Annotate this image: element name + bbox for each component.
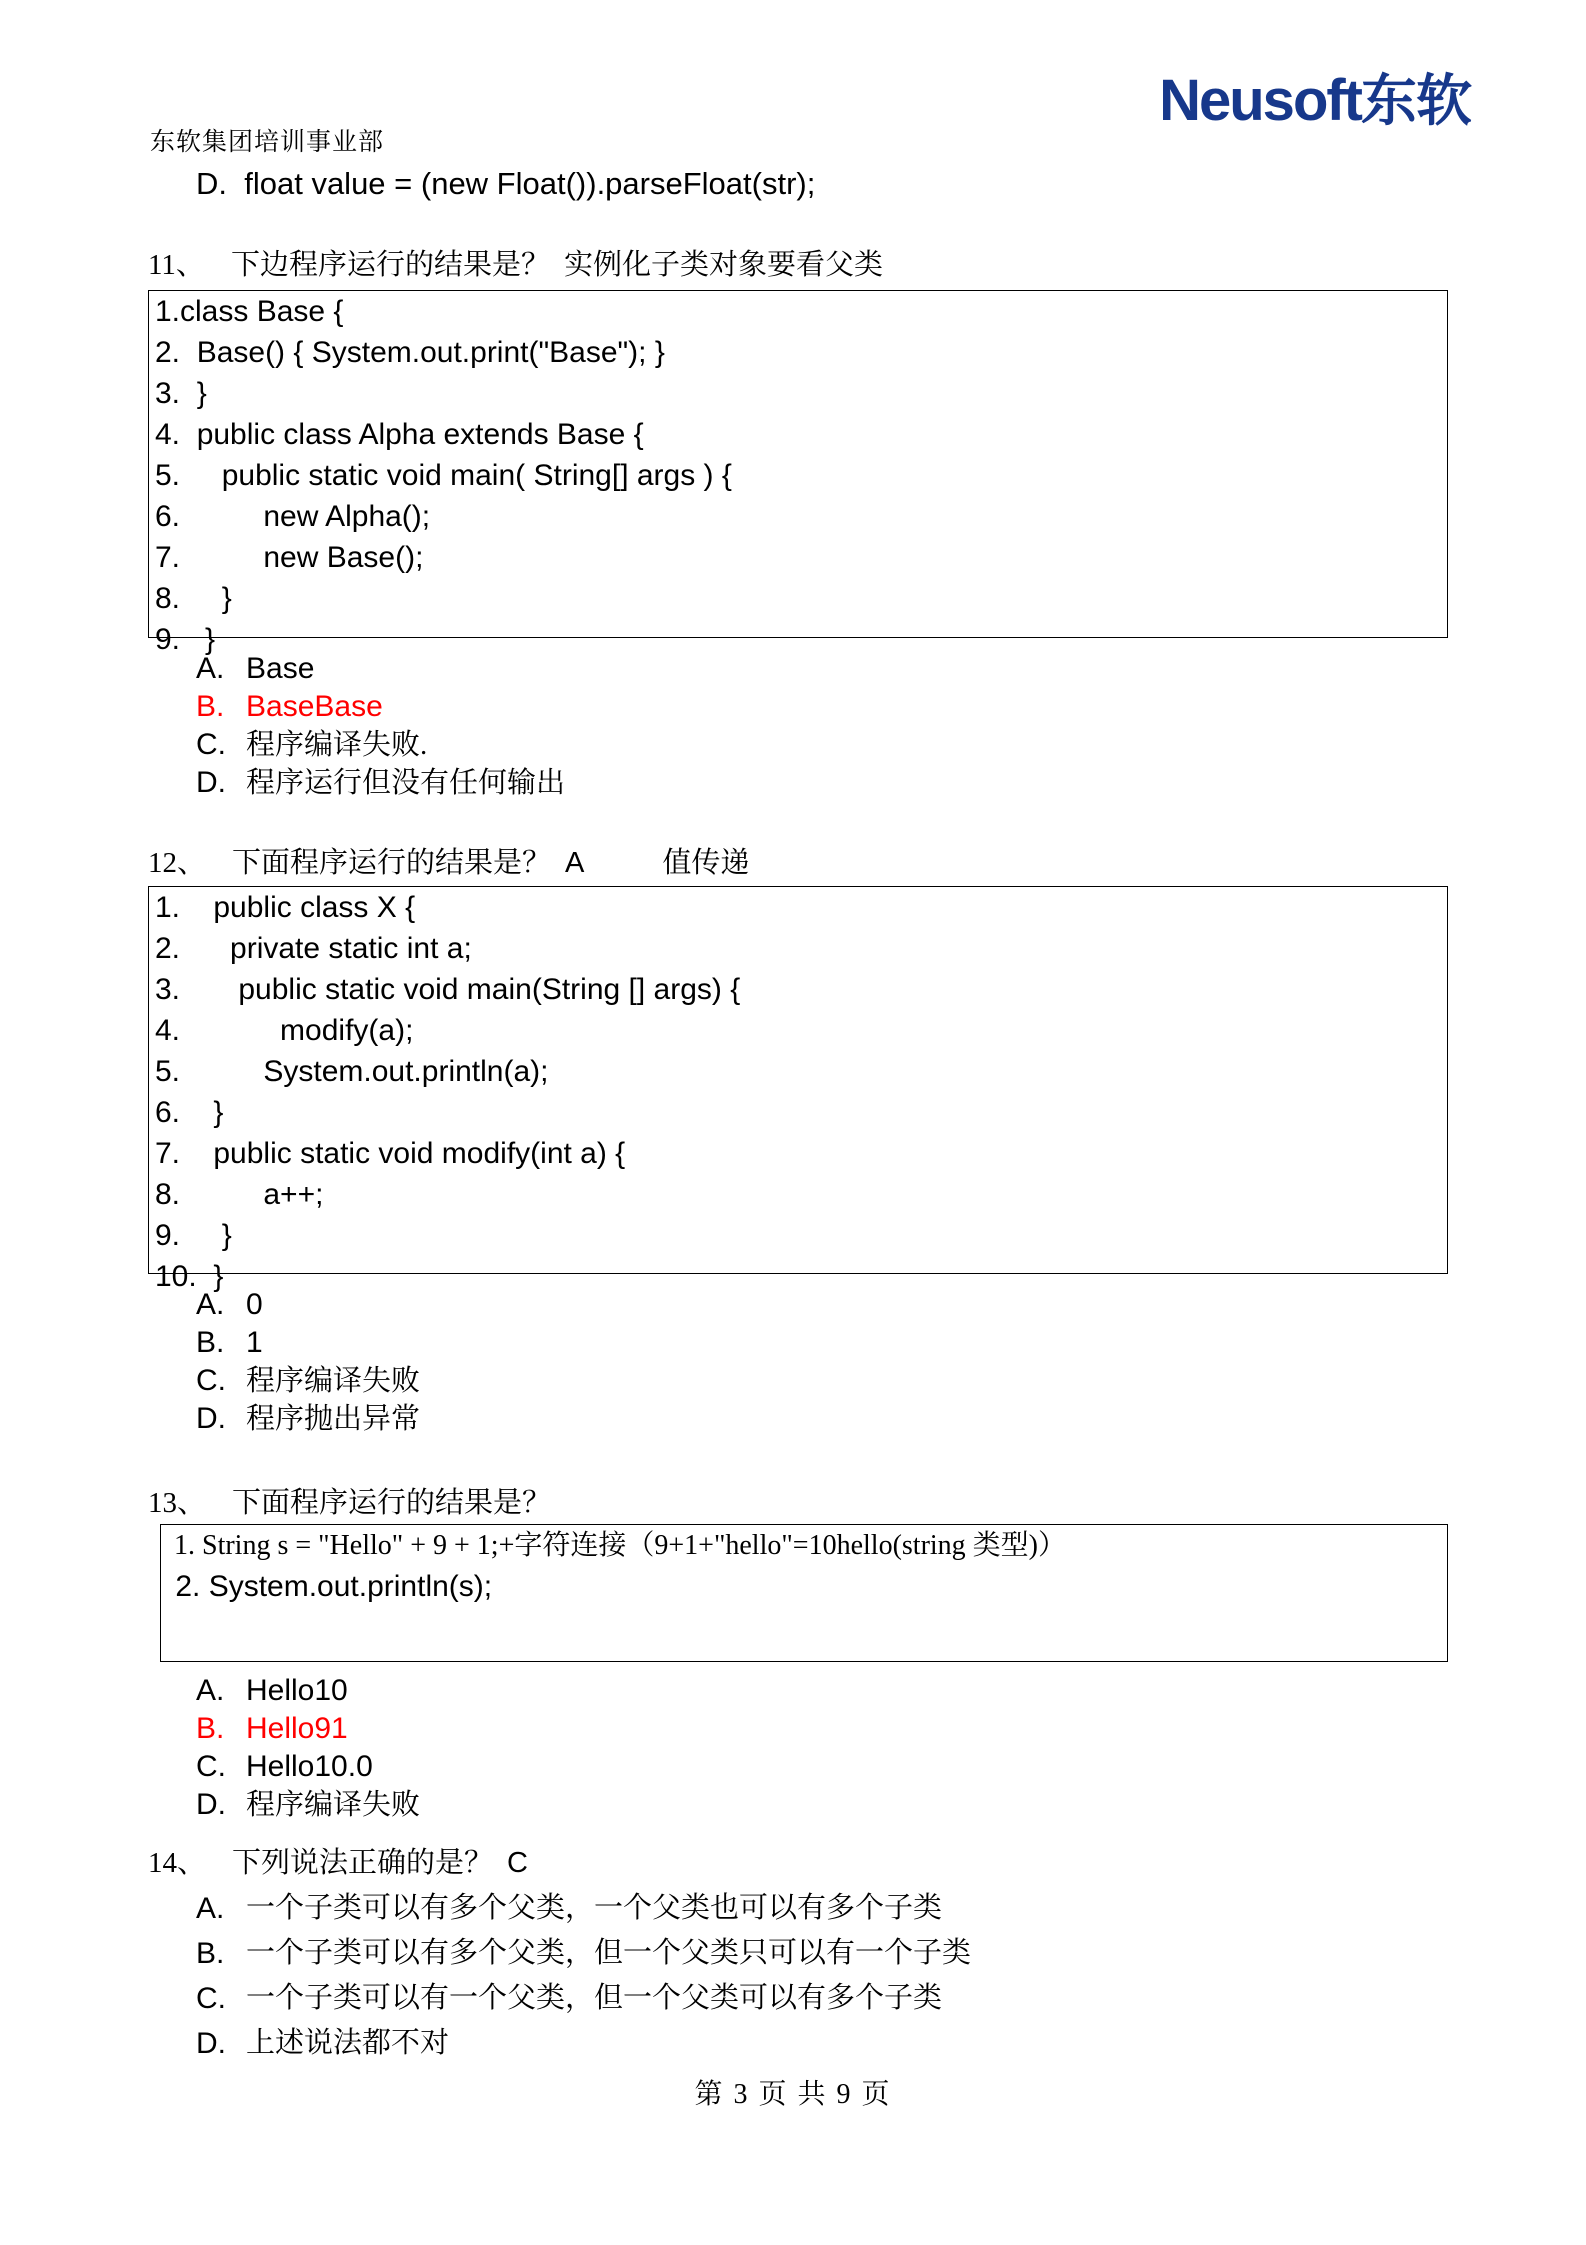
option-item	[196, 650, 565, 688]
question-11-options	[196, 650, 565, 802]
option-letter: C.	[196, 1982, 226, 2015]
option-item	[196, 1886, 971, 1931]
option-item	[196, 1976, 971, 2021]
option-letter: D.	[196, 766, 226, 799]
question-14-text: 下列说法正确的是？	[232, 1847, 494, 1879]
option-letter: B.	[196, 690, 225, 723]
page-number-text: 第 3 页 共 9 页	[694, 2079, 892, 2110]
option-text: 程序运行但没有任何输出	[246, 767, 566, 799]
option-text: 程序编译失败	[246, 1365, 421, 1397]
question-14-heading	[148, 1840, 528, 1881]
question-12-note: 值传递	[662, 847, 750, 879]
option-letter: C.	[196, 1364, 226, 1397]
question-12-heading	[148, 840, 749, 881]
code-line: 7. public static void modify(int a) {	[155, 1137, 626, 1170]
option-letter: D.	[196, 2027, 226, 2060]
option-letter: A.	[196, 652, 225, 685]
logo-chinese-text: 东软	[1361, 69, 1471, 132]
option-text: 程序编译失败	[246, 1789, 421, 1821]
question-14-number: 14、	[148, 1847, 207, 1879]
option-item	[196, 1362, 420, 1400]
code-line: 8. a++;	[155, 1178, 324, 1211]
option-item	[196, 1710, 420, 1748]
code-line: 1.class Base {	[155, 295, 344, 328]
code-line: 3. }	[155, 377, 207, 410]
option-item	[196, 764, 565, 802]
carryover-option-text: float value = (new Float()).parseFloat(str);	[244, 166, 816, 201]
option-item	[196, 1400, 420, 1438]
code-line: 6. }	[155, 1096, 224, 1129]
question-11-note: 实例化子类对象要看父类	[563, 249, 883, 281]
option-item	[196, 1286, 420, 1324]
option-letter: B.	[196, 1937, 225, 1970]
carryover-option-letter: D.	[196, 166, 227, 201]
option-letter: A.	[196, 1674, 225, 1707]
page-footer	[0, 2072, 1586, 2112]
option-letter: B.	[196, 1326, 225, 1359]
option-text: 一个子类可以有多个父类，但一个父类只可以有一个子类	[246, 1937, 972, 1969]
option-text: 程序抛出异常	[246, 1403, 421, 1435]
code-line: 10. }	[155, 1260, 224, 1293]
code-line: 2. Base() { System.out.print("Base"); }	[155, 336, 665, 369]
option-text: 程序编译失败.	[246, 729, 428, 761]
question-14-answer: C	[507, 1847, 528, 1879]
code-line: 4. modify(a);	[155, 1014, 414, 1047]
code-line: 1. String s = "Hello" + 9 + 1;+字符连接（9+1+"hello"=10hello(string 类型)）	[167, 1530, 1066, 1561]
question-11-text: 下边程序运行的结果是？	[230, 249, 550, 281]
option-text: 0	[246, 1288, 263, 1321]
code-line: 1. public class X {	[155, 891, 416, 924]
option-text: 1	[246, 1326, 263, 1359]
question-13-number: 13、	[148, 1487, 207, 1519]
option-letter: C.	[196, 728, 226, 761]
option-text: 一个子类可以有一个父类，但一个父类可以有多个子类	[246, 1982, 943, 2014]
page-header	[0, 0, 1586, 170]
code-line: 5. System.out.println(a);	[155, 1055, 549, 1088]
code-line: 4. public class Alpha extends Base {	[155, 418, 644, 451]
question-11-heading	[148, 242, 883, 283]
option-text: Hello10.0	[246, 1750, 373, 1783]
option-item	[196, 726, 565, 764]
option-text: Hello91	[246, 1712, 348, 1745]
question-12-options	[196, 1286, 420, 1438]
question-12-answer: A	[565, 847, 585, 879]
code-line: 7. new Base();	[155, 541, 424, 574]
option-item	[196, 2021, 971, 2066]
option-letter: A.	[196, 1892, 225, 1925]
question-11-code-block	[148, 290, 1448, 656]
option-letter: D.	[196, 1788, 226, 1821]
department-name: 东软集团培训事业部	[150, 129, 385, 156]
neusoft-logo	[1159, 68, 1471, 133]
option-item	[196, 1672, 420, 1710]
code-line: 9. }	[155, 1219, 232, 1252]
option-text: Base	[246, 652, 315, 685]
logo-latin-text: Neusoft	[1159, 68, 1361, 133]
carryover-option-d	[196, 166, 815, 202]
code-line: 5. public static void main( String[] args ) {	[155, 459, 732, 492]
option-text: Hello10	[246, 1674, 348, 1707]
question-13-heading	[148, 1480, 551, 1521]
option-item	[196, 1931, 971, 1976]
option-text: 一个子类可以有多个父类，一个父类也可以有多个子类	[246, 1892, 943, 1924]
question-12-code-block	[148, 886, 1448, 1293]
question-13-code-block	[160, 1524, 1448, 1662]
code-line: 2. System.out.println(s);	[167, 1570, 493, 1603]
question-12-text: 下面程序运行的结果是？	[232, 847, 552, 879]
option-item	[196, 688, 565, 726]
option-letter: B.	[196, 1712, 225, 1745]
option-letter: D.	[196, 1402, 226, 1435]
code-line: 9. }	[155, 623, 216, 656]
code-line: 3. public static void main(String [] args) {	[155, 973, 741, 1006]
question-11-number: 11、	[148, 249, 205, 281]
option-text: BaseBase	[246, 690, 383, 723]
option-item	[196, 1324, 420, 1362]
question-13-options	[196, 1672, 420, 1824]
question-12-number: 12、	[148, 847, 207, 879]
option-letter: C.	[196, 1750, 226, 1783]
code-line: 6. new Alpha();	[155, 500, 431, 533]
option-item	[196, 1748, 420, 1786]
code-line: 8. }	[155, 582, 232, 615]
code-line: 2. private static int a;	[155, 932, 472, 965]
question-13-text: 下面程序运行的结果是？	[232, 1487, 552, 1519]
question-14-options	[196, 1886, 971, 2066]
option-item	[196, 1786, 420, 1824]
option-text: 上述说法都不对	[246, 2027, 450, 2059]
option-letter: A.	[196, 1288, 225, 1321]
